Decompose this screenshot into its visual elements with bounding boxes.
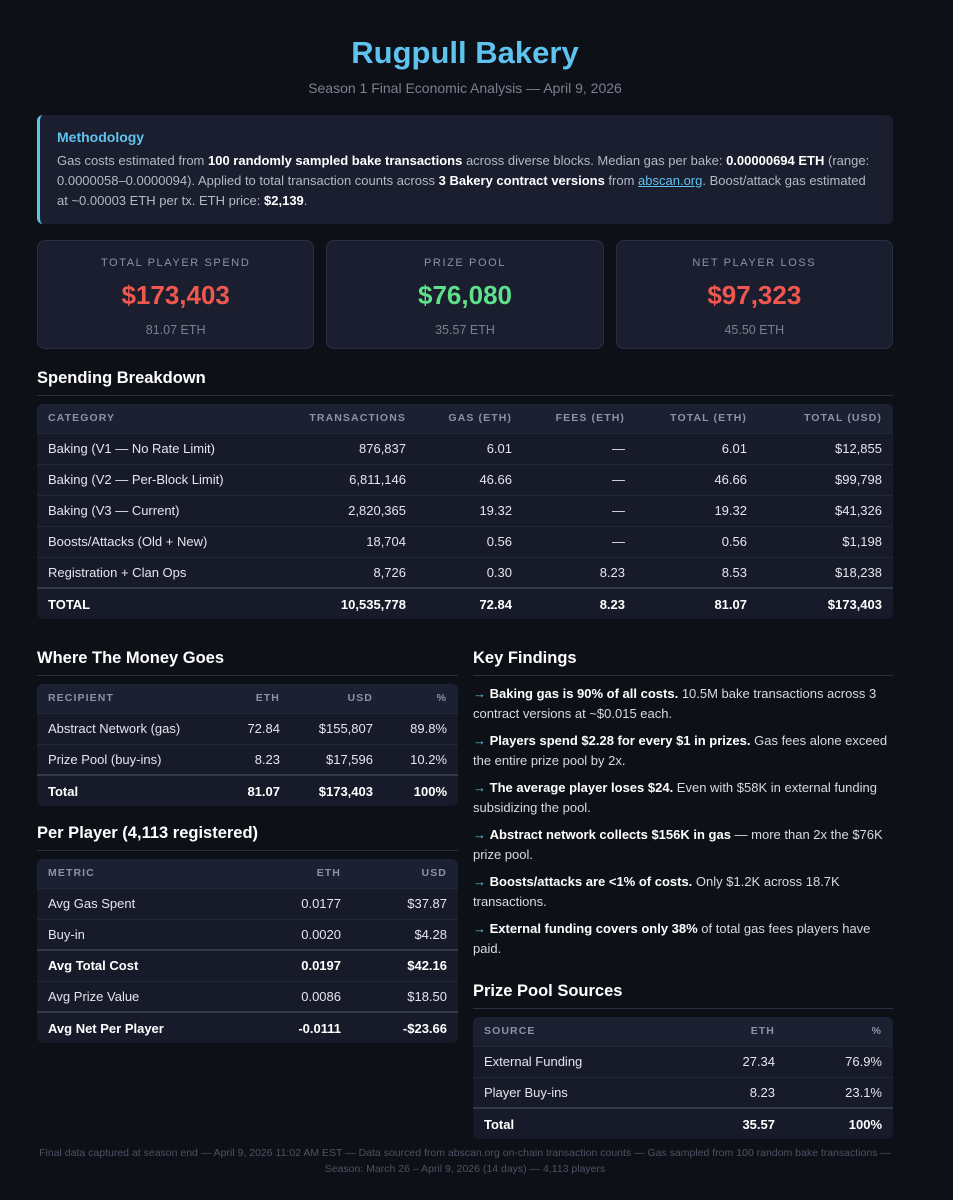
finding-highlight: External funding covers only 38% — [489, 921, 698, 936]
sources-table — [473, 1017, 893, 1139]
table-cell: Total — [37, 775, 217, 806]
finding-text: of total gas fees players have paid. — [473, 921, 871, 956]
methodology-text-part: Gas costs estimated from — [57, 153, 208, 168]
methodology-bold-versions: 3 Bakery contract versions — [438, 173, 605, 188]
table-cell: $18,238 — [758, 557, 893, 588]
table-cell: — — [523, 464, 636, 495]
finding-item — [473, 825, 893, 864]
findings-section — [473, 648, 893, 958]
table-cell: 100% — [786, 1108, 893, 1139]
table-cell: 8,726 — [287, 557, 417, 588]
column-header: % — [786, 1017, 893, 1046]
finding-highlight: The average player loses $24. — [489, 780, 674, 795]
table-cell: -$23.66 — [352, 1012, 458, 1043]
table-cell: 0.30 — [417, 557, 523, 588]
table-cell: 0.0020 — [257, 919, 352, 950]
sources-section — [473, 981, 893, 1139]
table-cell: 89.8% — [384, 713, 458, 744]
page-footer — [37, 1146, 893, 1177]
table-cell: $4.28 — [352, 919, 458, 950]
table-cell: 8.23 — [523, 588, 636, 619]
stat-value: $76,080 — [418, 280, 512, 310]
perplayer-table-box — [37, 859, 458, 1043]
table-cell: 19.32 — [636, 495, 758, 526]
table-cell: External Funding — [473, 1046, 683, 1077]
stat-sub: 81.07 ETH — [145, 323, 206, 337]
findings-title: Key Findings — [473, 648, 893, 676]
table-cell: $1,198 — [758, 526, 893, 557]
perplayer-section — [37, 823, 458, 1043]
money-table-box — [37, 684, 458, 806]
column-header: ETH — [257, 859, 352, 888]
table-cell: 10.2% — [384, 744, 458, 775]
stat-card-prize-pool — [326, 240, 603, 349]
stat-sub: 45.50 ETH — [724, 323, 785, 337]
stat-cards — [37, 240, 893, 349]
column-header: FEES (ETH) — [523, 404, 636, 433]
table-row — [37, 713, 458, 744]
table-cell: 876,837 — [287, 433, 417, 464]
table-cell: Baking (V2 — Per-Block Limit) — [37, 464, 287, 495]
column-header: RECIPIENT — [37, 684, 217, 713]
methodology-text-part: . — [303, 193, 308, 208]
column-header: CATEGORY — [37, 404, 287, 433]
page-header — [37, 34, 893, 97]
table-row — [473, 1046, 893, 1077]
finding-item — [473, 919, 893, 958]
table-cell: Registration + Clan Ops — [37, 557, 287, 588]
finding-item — [473, 684, 893, 723]
stat-sub: 35.57 ETH — [435, 323, 495, 337]
table-row — [37, 464, 893, 495]
table-cell: $17,596 — [291, 744, 384, 775]
table-cell: 35.57 — [683, 1108, 786, 1139]
table-cell: Boosts/Attacks (Old + New) — [37, 526, 287, 557]
table-cell: 0.0177 — [257, 888, 352, 919]
table-cell: 0.56 — [417, 526, 523, 557]
column-header: SOURCE — [473, 1017, 683, 1046]
spending-title: Spending Breakdown — [37, 368, 893, 396]
table-cell: 10,535,778 — [287, 588, 417, 619]
table-cell: 0.0086 — [257, 981, 352, 1012]
table-cell: Avg Prize Value — [37, 981, 257, 1012]
table-cell: Buy-in — [37, 919, 257, 950]
finding-item — [473, 731, 893, 770]
column-header: ETH — [217, 684, 291, 713]
arrow-right-icon: → — [473, 827, 486, 842]
column-header: USD — [352, 859, 458, 888]
table-cell: 81.07 — [636, 588, 758, 619]
arrow-right-icon: → — [473, 686, 486, 701]
table-cell: 72.84 — [417, 588, 523, 619]
table-cell: $41,326 — [758, 495, 893, 526]
methodology-text-part: from — [604, 173, 639, 188]
table-row — [473, 1077, 893, 1108]
table-cell: 46.66 — [636, 464, 758, 495]
left-column — [37, 648, 458, 1139]
table-cell: $12,855 — [758, 433, 893, 464]
table-cell: $42.16 — [352, 950, 458, 981]
stat-label: NET PLAYER LOSS — [692, 257, 817, 269]
table-cell: 18,704 — [287, 526, 417, 557]
table-row — [37, 888, 458, 919]
findings-list — [473, 684, 893, 958]
methodology-bold-price: $2,139 — [264, 193, 304, 208]
table-header-row — [37, 684, 458, 713]
stat-label: TOTAL PLAYER SPEND — [100, 257, 251, 269]
column-header: USD — [291, 684, 384, 713]
finding-text: 10.5M bake transactions across 3 contract versions at ~$0.015 each. — [473, 686, 877, 721]
table-cell: Prize Pool (buy-ins) — [37, 744, 217, 775]
table-total-row — [37, 950, 458, 981]
methodology-text — [57, 151, 875, 211]
finding-highlight: Players spend $2.28 for every $1 in prizes. — [489, 733, 751, 748]
finding-highlight: Baking gas is 90% of all costs. — [489, 686, 679, 701]
table-cell: Avg Total Cost — [37, 950, 257, 981]
arrow-right-icon: → — [473, 874, 486, 889]
table-cell: Baking (V1 — No Rate Limit) — [37, 433, 287, 464]
column-header: METRIC — [37, 859, 257, 888]
finding-item — [473, 778, 893, 817]
column-header: TOTAL (ETH) — [636, 404, 758, 433]
column-header: ETH — [683, 1017, 786, 1046]
table-cell: — — [523, 433, 636, 464]
page-subtitle: Season 1 Final Economic Analysis — April 9, 2026 — [308, 80, 622, 96]
arrow-right-icon: → — [473, 780, 486, 795]
money-section — [37, 648, 458, 806]
finding-text: Even with $58K in external funding subsidizing the pool. — [473, 780, 877, 815]
column-header: TRANSACTIONS — [287, 404, 417, 433]
table-cell: Avg Gas Spent — [37, 888, 257, 919]
table-cell: 72.84 — [217, 713, 291, 744]
table-row — [37, 919, 458, 950]
table-cell: TOTAL — [37, 588, 287, 619]
table-cell: 27.34 — [683, 1046, 786, 1077]
table-cell: 2,820,365 — [287, 495, 417, 526]
table-cell: Baking (V3 — Current) — [37, 495, 287, 526]
methodology-bold-median: 0.00000694 ETH — [726, 153, 825, 168]
sources-title: Prize Pool Sources — [473, 981, 893, 1009]
finding-text: — more than 2x the $76K prize pool. — [473, 827, 883, 862]
table-row — [37, 744, 458, 775]
column-header: % — [384, 684, 458, 713]
table-row — [37, 433, 893, 464]
footer-line: Season: March 26 – April 9, 2026 (14 days) — 4,113 players — [324, 1162, 606, 1175]
stat-value: $173,403 — [121, 280, 230, 310]
finding-highlight: Boosts/attacks are <1% of costs. — [489, 874, 693, 889]
table-total-row — [37, 775, 458, 806]
table-header-row — [37, 859, 458, 888]
page-title: Rugpull Bakery — [351, 35, 579, 70]
table-total-row — [37, 588, 893, 619]
finding-item — [473, 872, 893, 911]
table-row — [37, 526, 893, 557]
table-cell: 8.53 — [636, 557, 758, 588]
methodology-text-part: . Boost/attack gas estimated at ~0.00003 ETH per tx. ETH price: — [57, 173, 866, 208]
table-cell: -0.0111 — [257, 1012, 352, 1043]
right-column — [473, 648, 893, 1139]
table-header-row — [37, 404, 893, 433]
table-cell: $173,403 — [291, 775, 384, 806]
table-cell: 0.0197 — [257, 950, 352, 981]
methodology-box — [37, 115, 893, 224]
table-cell: $155,807 — [291, 713, 384, 744]
column-header: TOTAL (USD) — [758, 404, 893, 433]
table-row — [37, 495, 893, 526]
table-cell: 8.23 — [683, 1077, 786, 1108]
table-cell: Abstract Network (gas) — [37, 713, 217, 744]
perplayer-table — [37, 859, 458, 1043]
methodology-text-part: across diverse blocks. Median gas per bake: — [462, 153, 727, 168]
methodology-title: Methodology — [57, 129, 145, 145]
stat-card-net-loss — [616, 240, 893, 349]
methodology-text-part: (range: 0.0000058–0.0000094). Applied to total transaction counts across — [57, 153, 870, 188]
table-cell: $18.50 — [352, 981, 458, 1012]
table-cell: 19.32 — [417, 495, 523, 526]
table-cell: 76.9% — [786, 1046, 893, 1077]
table-total-row — [37, 1012, 458, 1043]
table-cell: — — [523, 526, 636, 557]
money-title: Where The Money Goes — [37, 648, 458, 676]
finding-highlight: Abstract network collects $156K in gas — [489, 827, 731, 842]
table-cell: $173,403 — [758, 588, 893, 619]
stat-card-total-spend — [37, 240, 314, 349]
methodology-bold-sample: 100 randomly sampled bake transactions — [208, 153, 463, 168]
table-cell: — — [523, 495, 636, 526]
finding-text: Gas fees alone exceed the entire prize pool by 2x. — [473, 733, 888, 768]
table-cell: 8.23 — [523, 557, 636, 588]
table-row — [37, 981, 458, 1012]
stat-label: PRIZE POOL — [423, 257, 506, 269]
table-row — [37, 557, 893, 588]
table-cell: Total — [473, 1108, 683, 1139]
table-cell: Avg Net Per Player — [37, 1012, 257, 1043]
table-cell: Player Buy-ins — [473, 1077, 683, 1108]
column-header: GAS (ETH) — [417, 404, 523, 433]
two-column-area — [37, 648, 893, 1139]
perplayer-title: Per Player (4,113 registered) — [37, 823, 458, 851]
table-cell: $99,798 — [758, 464, 893, 495]
footer-line: Final data captured at season end — April 9, 2026 11:02 AM EST — Data sourced from abscan.org on-chain transaction counts — Gas sampled from 100 random bake transactions — — [39, 1147, 891, 1159]
arrow-right-icon: → — [473, 921, 486, 936]
table-cell: 46.66 — [417, 464, 523, 495]
table-cell: 23.1% — [786, 1077, 893, 1108]
table-total-row — [473, 1108, 893, 1139]
spending-section — [37, 368, 893, 619]
table-cell: 100% — [384, 775, 458, 806]
arrow-right-icon: → — [473, 733, 486, 748]
money-table — [37, 684, 458, 806]
stat-value: $97,323 — [707, 280, 802, 310]
table-cell: $37.87 — [352, 888, 458, 919]
abscan-link[interactable]: abscan.org — [638, 173, 703, 188]
sources-table-box — [473, 1017, 893, 1139]
table-cell: 6.01 — [417, 433, 523, 464]
table-cell: 6,811,146 — [287, 464, 417, 495]
table-cell: 6.01 — [636, 433, 758, 464]
table-cell: 0.56 — [636, 526, 758, 557]
table-header-row — [473, 1017, 893, 1046]
finding-text: Only $1.2K across 18.7K transactions. — [473, 874, 840, 909]
spending-table-box — [37, 404, 893, 619]
table-cell: 81.07 — [217, 775, 291, 806]
spending-table — [37, 404, 893, 619]
table-cell: 8.23 — [217, 744, 291, 775]
